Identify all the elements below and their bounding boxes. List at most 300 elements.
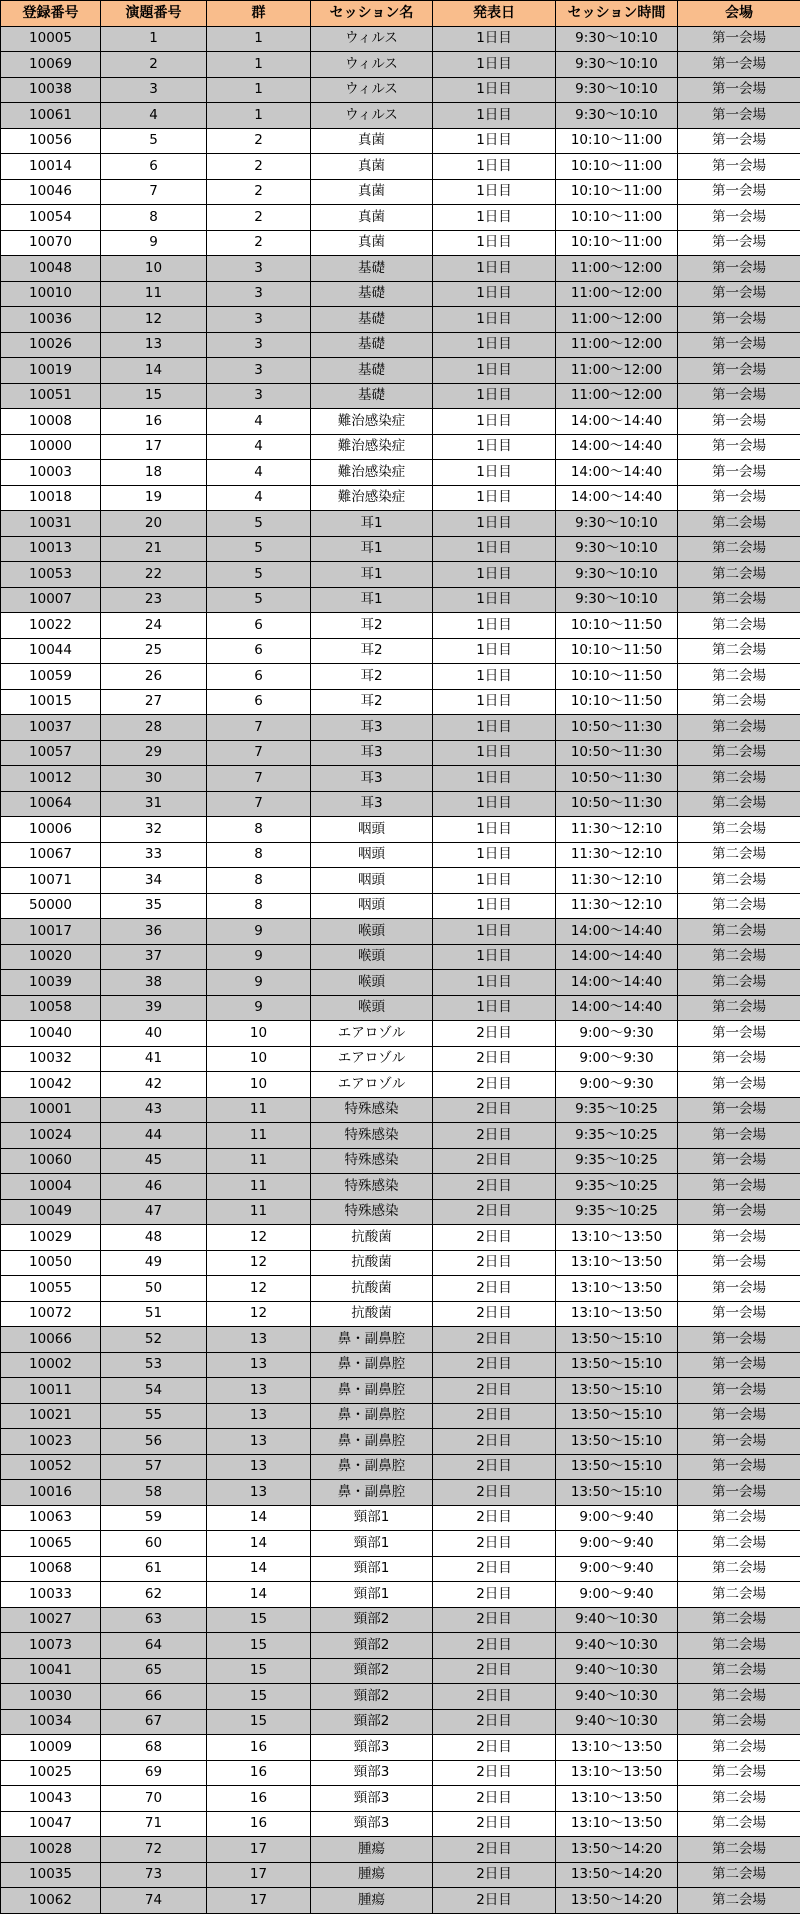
cell-session-name: 頸部3 <box>311 1786 433 1812</box>
cell-group: 4 <box>207 460 311 486</box>
table-row <box>1 1480 800 1506</box>
cell-venue: 第二会場 <box>678 944 800 970</box>
cell-registration-number: 10048 <box>1 256 101 282</box>
cell-group: 4 <box>207 485 311 511</box>
cell-abstract-number: 38 <box>101 970 207 996</box>
cell-registration-number: 10044 <box>1 638 101 664</box>
cell-group: 16 <box>207 1760 311 1786</box>
cell-abstract-number: 4 <box>101 103 207 129</box>
header-presentation-day: 発表日 <box>433 1 556 27</box>
cell-registration-number: 10022 <box>1 613 101 639</box>
cell-session-name: 耳3 <box>311 715 433 741</box>
cell-session-time: 9:00～9:40 <box>556 1531 678 1557</box>
cell-abstract-number: 1 <box>101 26 207 52</box>
table-row <box>1 307 800 333</box>
cell-presentation-day: 2日目 <box>433 1505 556 1531</box>
table-row <box>1 230 800 256</box>
cell-registration-number: 10034 <box>1 1709 101 1735</box>
cell-session-name: 耳1 <box>311 587 433 613</box>
cell-presentation-day: 1日目 <box>433 740 556 766</box>
cell-registration-number: 10038 <box>1 77 101 103</box>
cell-session-name: ウィルス <box>311 26 433 52</box>
cell-session-name: 基礎 <box>311 332 433 358</box>
cell-session-time: 14:00～14:40 <box>556 485 678 511</box>
cell-registration-number: 10054 <box>1 205 101 231</box>
cell-registration-number: 10060 <box>1 1148 101 1174</box>
cell-session-name: 抗酸菌 <box>311 1301 433 1327</box>
cell-venue: 第一会場 <box>678 1429 800 1455</box>
cell-registration-number: 10047 <box>1 1811 101 1837</box>
cell-venue: 第一会場 <box>678 358 800 384</box>
cell-abstract-number: 70 <box>101 1786 207 1812</box>
cell-group: 8 <box>207 893 311 919</box>
cell-group: 3 <box>207 281 311 307</box>
cell-session-name: 鼻・副鼻腔 <box>311 1352 433 1378</box>
cell-abstract-number: 30 <box>101 766 207 792</box>
table-row <box>1 1811 800 1837</box>
cell-venue: 第二会場 <box>678 1786 800 1812</box>
cell-abstract-number: 54 <box>101 1378 207 1404</box>
cell-venue: 第一会場 <box>678 1301 800 1327</box>
cell-group: 4 <box>207 434 311 460</box>
cell-session-time: 9:00～9:30 <box>556 1072 678 1098</box>
cell-presentation-day: 2日目 <box>433 1429 556 1455</box>
cell-venue: 第一会場 <box>678 205 800 231</box>
cell-registration-number: 10020 <box>1 944 101 970</box>
cell-registration-number: 10015 <box>1 689 101 715</box>
cell-abstract-number: 13 <box>101 332 207 358</box>
cell-session-time: 9:35～10:25 <box>556 1097 678 1123</box>
cell-registration-number: 10001 <box>1 1097 101 1123</box>
cell-registration-number: 10002 <box>1 1352 101 1378</box>
cell-presentation-day: 1日目 <box>433 409 556 435</box>
cell-registration-number: 10026 <box>1 332 101 358</box>
cell-presentation-day: 2日目 <box>433 1531 556 1557</box>
cell-venue: 第一会場 <box>678 1454 800 1480</box>
cell-abstract-number: 35 <box>101 893 207 919</box>
cell-session-name: 頸部1 <box>311 1531 433 1557</box>
cell-abstract-number: 26 <box>101 664 207 690</box>
cell-session-time: 10:10～11:50 <box>556 613 678 639</box>
cell-registration-number: 10071 <box>1 868 101 894</box>
table-row <box>1 1633 800 1659</box>
table-row <box>1 562 800 588</box>
cell-session-name: 耳2 <box>311 613 433 639</box>
cell-session-name: 鼻・副鼻腔 <box>311 1403 433 1429</box>
cell-presentation-day: 1日目 <box>433 77 556 103</box>
table-row <box>1 358 800 384</box>
table-row <box>1 103 800 129</box>
cell-venue: 第二会場 <box>678 970 800 996</box>
cell-group: 5 <box>207 562 311 588</box>
cell-session-time: 10:50～11:30 <box>556 791 678 817</box>
table-row <box>1 383 800 409</box>
cell-abstract-number: 46 <box>101 1174 207 1200</box>
cell-registration-number: 10069 <box>1 52 101 78</box>
cell-presentation-day: 1日目 <box>433 358 556 384</box>
cell-group: 13 <box>207 1378 311 1404</box>
table-header <box>1 1 800 27</box>
cell-venue: 第二会場 <box>678 817 800 843</box>
cell-registration-number: 10023 <box>1 1429 101 1455</box>
cell-session-time: 14:00～14:40 <box>556 944 678 970</box>
cell-session-name: 難治感染症 <box>311 485 433 511</box>
cell-session-time: 10:10～11:00 <box>556 128 678 154</box>
cell-session-time: 11:00～12:00 <box>556 256 678 282</box>
cell-presentation-day: 2日目 <box>433 1021 556 1047</box>
table-row <box>1 536 800 562</box>
cell-group: 2 <box>207 179 311 205</box>
cell-registration-number: 10051 <box>1 383 101 409</box>
cell-group: 10 <box>207 1021 311 1047</box>
cell-registration-number: 10070 <box>1 230 101 256</box>
cell-group: 13 <box>207 1429 311 1455</box>
table-row <box>1 205 800 231</box>
cell-presentation-day: 1日目 <box>433 281 556 307</box>
cell-venue: 第一会場 <box>678 409 800 435</box>
cell-session-name: 耳3 <box>311 791 433 817</box>
cell-abstract-number: 52 <box>101 1327 207 1353</box>
cell-presentation-day: 1日目 <box>433 511 556 537</box>
cell-registration-number: 10016 <box>1 1480 101 1506</box>
cell-session-time: 14:00～14:40 <box>556 434 678 460</box>
cell-group: 7 <box>207 715 311 741</box>
cell-presentation-day: 2日目 <box>433 1658 556 1684</box>
cell-presentation-day: 1日目 <box>433 230 556 256</box>
cell-session-name: 耳1 <box>311 536 433 562</box>
table-row <box>1 1888 800 1914</box>
cell-group: 13 <box>207 1327 311 1353</box>
cell-group: 14 <box>207 1556 311 1582</box>
table-row <box>1 256 800 282</box>
cell-venue: 第一会場 <box>678 1072 800 1098</box>
cell-group: 7 <box>207 740 311 766</box>
cell-venue: 第二会場 <box>678 664 800 690</box>
cell-abstract-number: 17 <box>101 434 207 460</box>
cell-session-name: 腫瘍 <box>311 1862 433 1888</box>
table-row <box>1 638 800 664</box>
cell-session-time: 9:00～9:40 <box>556 1556 678 1582</box>
cell-session-time: 14:00～14:40 <box>556 995 678 1021</box>
cell-session-name: 真菌 <box>311 205 433 231</box>
table-row <box>1 1735 800 1761</box>
cell-registration-number: 10055 <box>1 1276 101 1302</box>
cell-presentation-day: 2日目 <box>433 1403 556 1429</box>
cell-venue: 第一会場 <box>678 1250 800 1276</box>
cell-group: 12 <box>207 1250 311 1276</box>
cell-abstract-number: 14 <box>101 358 207 384</box>
cell-group: 5 <box>207 536 311 562</box>
cell-session-time: 10:10～11:00 <box>556 205 678 231</box>
cell-session-name: 腫瘍 <box>311 1837 433 1863</box>
cell-session-time: 9:00～9:30 <box>556 1046 678 1072</box>
cell-registration-number: 10017 <box>1 919 101 945</box>
cell-abstract-number: 34 <box>101 868 207 894</box>
table-row <box>1 1301 800 1327</box>
cell-venue: 第二会場 <box>678 791 800 817</box>
cell-venue: 第一会場 <box>678 1276 800 1302</box>
cell-registration-number: 10036 <box>1 307 101 333</box>
cell-venue: 第一会場 <box>678 383 800 409</box>
cell-session-name: 喉頭 <box>311 995 433 1021</box>
cell-group: 5 <box>207 587 311 613</box>
table-row <box>1 1556 800 1582</box>
cell-group: 1 <box>207 26 311 52</box>
cell-session-time: 13:50～14:20 <box>556 1837 678 1863</box>
cell-abstract-number: 7 <box>101 179 207 205</box>
cell-session-name: エアロゾル <box>311 1021 433 1047</box>
cell-session-name: 喉頭 <box>311 919 433 945</box>
cell-presentation-day: 2日目 <box>433 1556 556 1582</box>
cell-group: 16 <box>207 1811 311 1837</box>
cell-session-time: 9:35～10:25 <box>556 1199 678 1225</box>
cell-abstract-number: 2 <box>101 52 207 78</box>
cell-session-time: 9:40～10:30 <box>556 1709 678 1735</box>
cell-session-time: 9:40～10:30 <box>556 1658 678 1684</box>
cell-presentation-day: 2日目 <box>433 1250 556 1276</box>
cell-session-time: 9:40～10:30 <box>556 1607 678 1633</box>
cell-abstract-number: 27 <box>101 689 207 715</box>
table-row <box>1 1276 800 1302</box>
cell-venue: 第一会場 <box>678 52 800 78</box>
cell-presentation-day: 2日目 <box>433 1862 556 1888</box>
cell-group: 2 <box>207 154 311 180</box>
cell-presentation-day: 2日目 <box>433 1327 556 1353</box>
cell-venue: 第一会場 <box>678 128 800 154</box>
cell-venue: 第二会場 <box>678 1633 800 1659</box>
cell-registration-number: 10018 <box>1 485 101 511</box>
table-row <box>1 893 800 919</box>
cell-session-name: 耳2 <box>311 638 433 664</box>
cell-session-name: 鼻・副鼻腔 <box>311 1429 433 1455</box>
cell-abstract-number: 61 <box>101 1556 207 1582</box>
cell-abstract-number: 5 <box>101 128 207 154</box>
cell-session-name: 耳2 <box>311 689 433 715</box>
cell-presentation-day: 2日目 <box>433 1378 556 1404</box>
cell-presentation-day: 2日目 <box>433 1148 556 1174</box>
cell-presentation-day: 1日目 <box>433 970 556 996</box>
cell-registration-number: 10053 <box>1 562 101 588</box>
cell-group: 6 <box>207 689 311 715</box>
cell-venue: 第二会場 <box>678 1888 800 1914</box>
cell-group: 14 <box>207 1505 311 1531</box>
cell-presentation-day: 1日目 <box>433 664 556 690</box>
cell-presentation-day: 1日目 <box>433 103 556 129</box>
cell-registration-number: 10013 <box>1 536 101 562</box>
table-row <box>1 77 800 103</box>
cell-group: 11 <box>207 1097 311 1123</box>
cell-group: 11 <box>207 1123 311 1149</box>
cell-session-name: 真菌 <box>311 179 433 205</box>
table-row <box>1 1174 800 1200</box>
cell-session-time: 10:10～11:00 <box>556 179 678 205</box>
cell-presentation-day: 1日目 <box>433 460 556 486</box>
cell-group: 4 <box>207 409 311 435</box>
cell-registration-number: 10005 <box>1 26 101 52</box>
header-session-name: セッション名 <box>311 1 433 27</box>
cell-session-name: 頸部2 <box>311 1633 433 1659</box>
cell-presentation-day: 1日目 <box>433 128 556 154</box>
cell-registration-number: 10008 <box>1 409 101 435</box>
cell-registration-number: 10000 <box>1 434 101 460</box>
cell-session-name: 基礎 <box>311 383 433 409</box>
cell-abstract-number: 3 <box>101 77 207 103</box>
table-row <box>1 995 800 1021</box>
cell-venue: 第一会場 <box>678 485 800 511</box>
table-row <box>1 791 800 817</box>
table-row <box>1 332 800 358</box>
cell-presentation-day: 1日目 <box>433 766 556 792</box>
cell-session-name: 鼻・副鼻腔 <box>311 1454 433 1480</box>
cell-session-name: 耳1 <box>311 562 433 588</box>
cell-session-time: 10:10～11:50 <box>556 689 678 715</box>
cell-session-time: 13:10～13:50 <box>556 1301 678 1327</box>
cell-session-time: 13:50～14:20 <box>556 1862 678 1888</box>
cell-session-name: 基礎 <box>311 358 433 384</box>
cell-presentation-day: 1日目 <box>433 893 556 919</box>
cell-abstract-number: 73 <box>101 1862 207 1888</box>
cell-session-name: 咽頭 <box>311 842 433 868</box>
cell-venue: 第二会場 <box>678 1556 800 1582</box>
cell-group: 15 <box>207 1633 311 1659</box>
cell-abstract-number: 66 <box>101 1684 207 1710</box>
cell-session-name: 基礎 <box>311 281 433 307</box>
cell-venue: 第一会場 <box>678 1480 800 1506</box>
cell-session-time: 13:10～13:50 <box>556 1786 678 1812</box>
cell-session-name: エアロゾル <box>311 1072 433 1098</box>
cell-session-name: 特殊感染 <box>311 1199 433 1225</box>
cell-abstract-number: 47 <box>101 1199 207 1225</box>
cell-venue: 第二会場 <box>678 995 800 1021</box>
table-row <box>1 1123 800 1149</box>
table-row <box>1 970 800 996</box>
cell-venue: 第一会場 <box>678 1378 800 1404</box>
cell-presentation-day: 2日目 <box>433 1607 556 1633</box>
cell-abstract-number: 69 <box>101 1760 207 1786</box>
table-row <box>1 1786 800 1812</box>
cell-session-time: 13:10～13:50 <box>556 1760 678 1786</box>
cell-abstract-number: 62 <box>101 1582 207 1608</box>
cell-session-time: 11:30～12:10 <box>556 817 678 843</box>
cell-registration-number: 10063 <box>1 1505 101 1531</box>
cell-venue: 第一会場 <box>678 230 800 256</box>
cell-session-name: 特殊感染 <box>311 1174 433 1200</box>
table-row <box>1 1250 800 1276</box>
cell-session-name: 耳3 <box>311 740 433 766</box>
table-row <box>1 179 800 205</box>
cell-presentation-day: 1日目 <box>433 868 556 894</box>
cell-venue: 第二会場 <box>678 1658 800 1684</box>
cell-abstract-number: 71 <box>101 1811 207 1837</box>
cell-presentation-day: 2日目 <box>433 1480 556 1506</box>
cell-abstract-number: 16 <box>101 409 207 435</box>
cell-session-time: 11:00～12:00 <box>556 281 678 307</box>
cell-registration-number: 10065 <box>1 1531 101 1557</box>
cell-session-time: 10:10～11:00 <box>556 230 678 256</box>
cell-venue: 第二会場 <box>678 868 800 894</box>
cell-abstract-number: 64 <box>101 1633 207 1659</box>
cell-presentation-day: 2日目 <box>433 1786 556 1812</box>
cell-group: 9 <box>207 944 311 970</box>
cell-presentation-day: 2日目 <box>433 1301 556 1327</box>
cell-session-name: 基礎 <box>311 307 433 333</box>
cell-registration-number: 10061 <box>1 103 101 129</box>
cell-session-name: 耳1 <box>311 511 433 537</box>
cell-session-name: 頸部3 <box>311 1735 433 1761</box>
cell-venue: 第二会場 <box>678 1862 800 1888</box>
table-row <box>1 1684 800 1710</box>
cell-presentation-day: 2日目 <box>433 1760 556 1786</box>
cell-session-time: 13:10～13:50 <box>556 1735 678 1761</box>
cell-session-name: 鼻・副鼻腔 <box>311 1327 433 1353</box>
cell-venue: 第一会場 <box>678 1352 800 1378</box>
cell-presentation-day: 1日目 <box>433 587 556 613</box>
table-row <box>1 1862 800 1888</box>
cell-session-name: 特殊感染 <box>311 1123 433 1149</box>
cell-venue: 第一会場 <box>678 460 800 486</box>
table-row <box>1 740 800 766</box>
cell-registration-number: 10006 <box>1 817 101 843</box>
cell-session-time: 13:50～15:10 <box>556 1378 678 1404</box>
cell-abstract-number: 32 <box>101 817 207 843</box>
cell-venue: 第一会場 <box>678 1403 800 1429</box>
table-row <box>1 1378 800 1404</box>
cell-abstract-number: 58 <box>101 1480 207 1506</box>
cell-venue: 第一会場 <box>678 1123 800 1149</box>
cell-venue: 第二会場 <box>678 587 800 613</box>
cell-presentation-day: 1日目 <box>433 383 556 409</box>
cell-session-time: 11:00～12:00 <box>556 332 678 358</box>
cell-session-name: 難治感染症 <box>311 460 433 486</box>
table-row <box>1 1709 800 1735</box>
cell-venue: 第二会場 <box>678 536 800 562</box>
cell-registration-number: 10052 <box>1 1454 101 1480</box>
cell-group: 13 <box>207 1454 311 1480</box>
cell-session-name: 真菌 <box>311 128 433 154</box>
cell-abstract-number: 8 <box>101 205 207 231</box>
cell-presentation-day: 1日目 <box>433 52 556 78</box>
cell-registration-number: 10004 <box>1 1174 101 1200</box>
cell-venue: 第二会場 <box>678 562 800 588</box>
cell-presentation-day: 1日目 <box>433 154 556 180</box>
cell-group: 10 <box>207 1046 311 1072</box>
cell-session-name: 鼻・副鼻腔 <box>311 1378 433 1404</box>
cell-registration-number: 10041 <box>1 1658 101 1684</box>
cell-registration-number: 10068 <box>1 1556 101 1582</box>
cell-venue: 第二会場 <box>678 893 800 919</box>
cell-session-time: 9:35～10:25 <box>556 1123 678 1149</box>
table-row <box>1 1403 800 1429</box>
cell-venue: 第一会場 <box>678 1046 800 1072</box>
cell-session-name: 頸部3 <box>311 1811 433 1837</box>
table-row <box>1 281 800 307</box>
header-registration-number: 登録番号 <box>1 1 101 27</box>
cell-registration-number: 10042 <box>1 1072 101 1098</box>
cell-group: 15 <box>207 1658 311 1684</box>
cell-session-time: 11:30～12:10 <box>556 893 678 919</box>
cell-venue: 第一会場 <box>678 1199 800 1225</box>
cell-registration-number: 10072 <box>1 1301 101 1327</box>
cell-abstract-number: 50 <box>101 1276 207 1302</box>
cell-abstract-number: 48 <box>101 1225 207 1251</box>
cell-session-name: 頸部2 <box>311 1658 433 1684</box>
cell-session-name: エアロゾル <box>311 1046 433 1072</box>
cell-session-name: 頸部1 <box>311 1582 433 1608</box>
cell-presentation-day: 2日目 <box>433 1072 556 1098</box>
cell-group: 2 <box>207 128 311 154</box>
cell-venue: 第一会場 <box>678 281 800 307</box>
cell-presentation-day: 1日目 <box>433 307 556 333</box>
